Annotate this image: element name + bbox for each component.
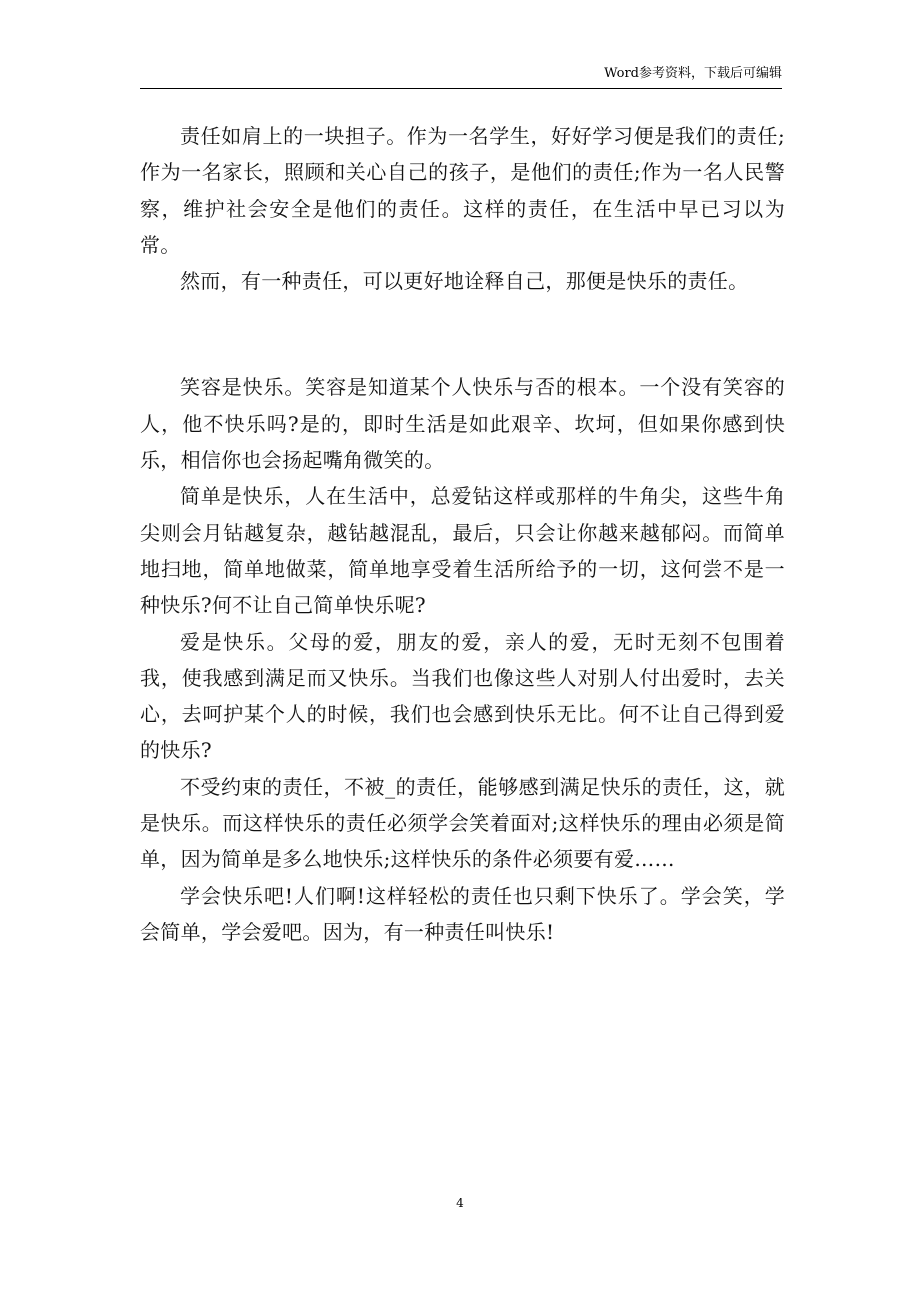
- paragraph-4: 简单是快乐，人在生活中，总爱钻这样或那样的牛角尖，这些牛角尖则会月钻越复杂，越钻越混乱，最后，只会让你越来越郁闷。而简单地扫地，简单地做菜，简单地享受着生活所给予的一切，这何尝不是一种快乐?何不让自己简单快乐呢?: [140, 484, 785, 618]
- page-number: 4: [456, 1196, 464, 1210]
- document-body: [140, 118, 785, 950]
- page-header: [140, 66, 782, 89]
- paragraph-3: 笑容是快乐。笑容是知道某个人快乐与否的根本。一个没有笑容的人，他不快乐吗?是的，即时生活是如此艰辛、坎坷，但如果你感到快乐，相信你也会扬起嘴角微笑的。: [140, 375, 785, 473]
- paragraph-2: 然而，有一种责任，可以更好地诠释自己，那便是快乐的责任。: [180, 269, 749, 294]
- paragraph-gap: [140, 299, 785, 369]
- paragraph-6: 不受约束的责任，不被_的责任，能够感到满足快乐的责任，这，就是快乐。而这样快乐的责任必须学会笑着面对;这样快乐的理由必须是简单，因为简单是多么地快乐;这样快乐的条件必须要有爱……: [140, 774, 785, 872]
- paragraph-5: 爱是快乐。父母的爱，朋友的爱，亲人的爱，无时无刻不包围着我，使我感到满足而又快乐。当我们也像这些人对别人付出爱时，去关心，去呵护某个人的时候，我们也会感到快乐无比。何不让自己得到爱的快乐?: [140, 629, 785, 763]
- paragraph-7: 学会快乐吧!人们啊!这样轻松的责任也只剩下快乐了。学会笑，学会简单，学会爱吧。因为，有一种责任叫快乐!: [140, 883, 785, 944]
- paragraph-1: 责任如肩上的一块担子。作为一名学生，好好学习便是我们的责任;作为一名家长，照顾和关心自己的孩子，是他们的责任;作为一名人民警察，维护社会安全是他们的责任。这样的责任，在生活中早已习以为常。: [140, 124, 785, 257]
- header-text: Word参考资料，下载后可编辑: [604, 66, 782, 81]
